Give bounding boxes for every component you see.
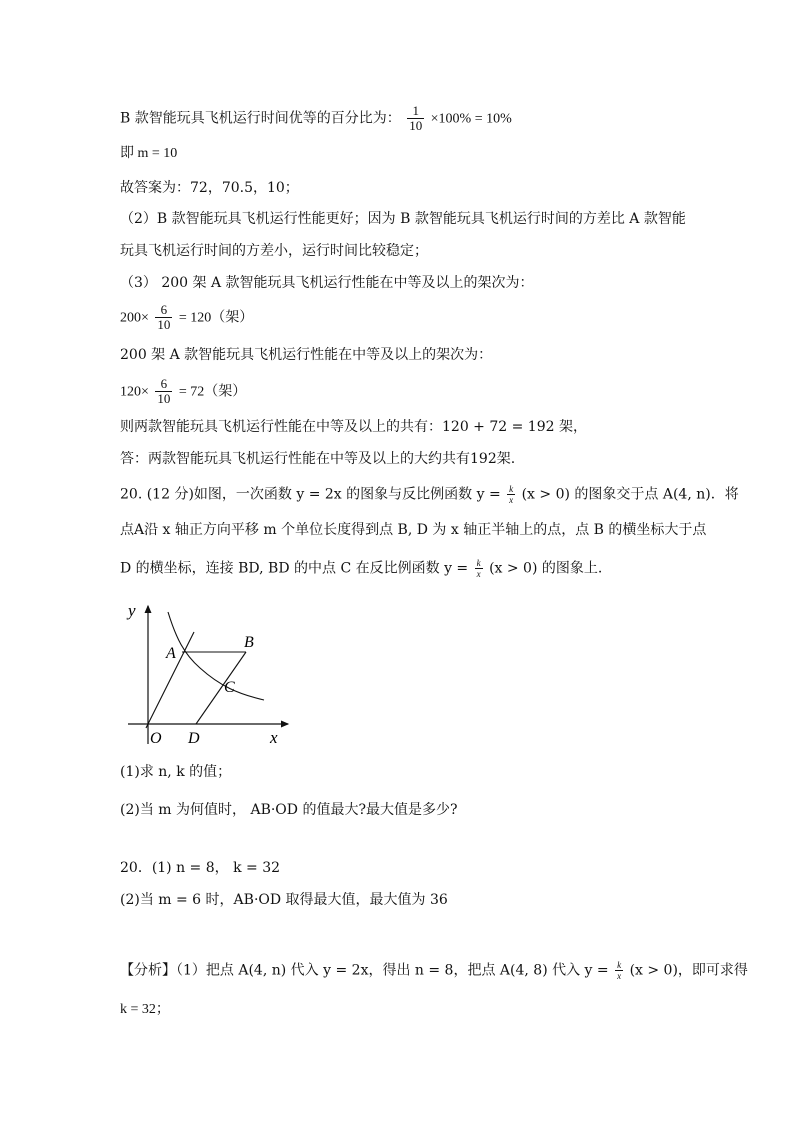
total-line: 则两款智能玩具飞机运行性能在中等及以上的共有：120 + 72 = 192 架，: [120, 419, 587, 435]
fraction-numerator: k: [509, 484, 514, 494]
q20-line1-tail: (x > 0) 的图象交于点 A(4, n)．将: [521, 486, 739, 503]
fraction-k-over-x: [615, 960, 623, 981]
fraction-numerator: 6: [155, 303, 172, 318]
q20-line2: 点A沿 x 轴正方向平移 m 个单位长度得到点 B, D 为 x 轴正半轴上的点，点 B 的横坐标大于点: [120, 522, 707, 538]
calc-line-a: [120, 303, 253, 332]
calc-a-prefix: 200×: [120, 310, 149, 326]
label-c: C: [224, 679, 235, 696]
calc-b-prefix: 120×: [120, 384, 149, 400]
analysis-line1: [120, 960, 748, 981]
answer-part2: (2)当 m = 6 时，AB·OD 取得最大值，最大值为 36: [120, 892, 448, 908]
fraction-k-over-x: [507, 484, 515, 505]
calc-a-result: = 120（架）: [178, 310, 254, 326]
analysis-text: 【分析】（1）把点 A(4, n) 代入 y = 2x，得出 n = 8，把点 A(4, 8) 代入 y =: [120, 962, 609, 979]
percentage-text: B 款智能玩具飞机运行时间优等的百分比为：: [120, 110, 401, 127]
percentage-line: [120, 104, 512, 133]
label-b: B: [244, 634, 254, 651]
label-d: D: [188, 730, 200, 747]
calc-b-result: = 72（架）: [178, 384, 247, 400]
q20-line3: [120, 558, 602, 579]
fraction-numerator: 6: [155, 377, 172, 392]
fraction-denominator: x: [509, 495, 514, 505]
percentage-result: ×100% = 10%: [430, 111, 512, 127]
analysis-line2: k = 32；: [120, 1002, 170, 1017]
part3-line1: （3） 200 架 A 款智能玩具飞机运行性能在中等及以上的架次为：: [120, 275, 534, 291]
label-o: O: [150, 730, 162, 747]
answer-part1: 20．(1) n = 8， k = 32: [120, 860, 281, 876]
fraction-numerator: 1: [407, 104, 424, 119]
part2-line2: 玩具飞机运行时间的方差小，运行时间比较稳定；: [120, 243, 428, 259]
q20-line3-tail: (x > 0) 的图象上.: [489, 560, 603, 577]
fraction-denominator: 10: [409, 118, 423, 133]
answer-summary-line: 故答案为：72，70.5，10；: [120, 180, 299, 196]
fraction-denominator: 10: [157, 317, 171, 332]
final-answer-line: 答：两款智能玩具飞机运行性能在中等及以上的大约共有192架.: [120, 451, 516, 467]
q20-line1-text: 20. (12 分)如图，一次函数 y = 2x 的图象与反比例函数 y =: [120, 486, 501, 503]
fraction-denominator: x: [476, 569, 481, 579]
fraction-numerator: k: [617, 960, 622, 970]
q20-line3-text: D 的横坐标，连接 BD, BD 的中点 C 在反比例函数 y =: [120, 560, 469, 577]
fraction-k-over-x: [475, 558, 483, 579]
fraction: [155, 303, 172, 332]
q20-sub2: (2)当 m 为何值时， AB·OD 的值最大?最大值是多少?: [120, 802, 458, 818]
m-value-line: 即 m = 10: [120, 146, 178, 161]
label-y: y: [128, 601, 136, 620]
function-graph-figure: [118, 598, 308, 758]
part2-line1: （2）B 款智能玩具飞机运行性能更好；因为 B 款智能玩具飞机运行时间的方差比 A 款智能: [120, 211, 686, 227]
fraction-denominator: x: [617, 971, 622, 981]
q20-sub1: (1)求 n, k 的值；: [120, 764, 232, 780]
label-x: x: [270, 728, 278, 747]
fraction-numerator: k: [476, 558, 481, 568]
q20-line1: [120, 484, 739, 505]
fraction-denominator: 10: [157, 391, 171, 406]
fraction: [155, 377, 172, 406]
label-a: A: [166, 645, 176, 662]
analysis-tail: (x > 0)，即可求得: [629, 962, 748, 979]
segment-bd: [196, 652, 246, 724]
fraction: [407, 104, 424, 133]
calc-line-b: [120, 377, 246, 406]
part3-line2: 200 架 A 款智能玩具飞机运行性能在中等及以上的架次为：: [120, 347, 493, 363]
